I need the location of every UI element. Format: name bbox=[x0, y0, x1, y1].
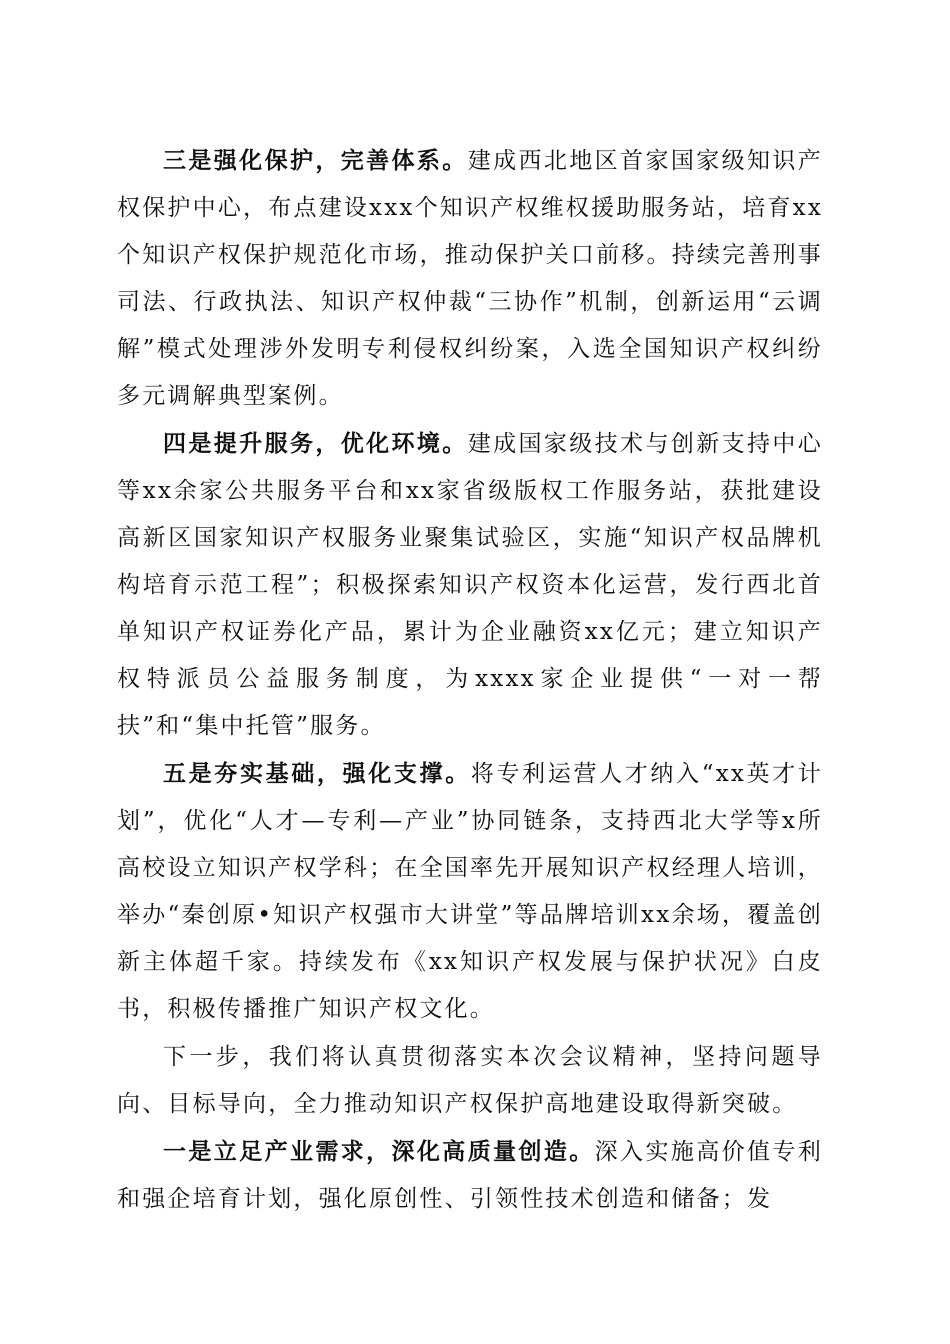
paragraph-text: 建成西北地区首家国家级知识产权保护中心，布点建设xxx个知识产权维权援助服务站，培育xx个知识产权保护规范化市场，推动保护关口前移。持续完善刑事司法、行政执法、知识产权仲裁“三协作”机制，创新运用“云调解”模式处理涉外发明专利侵权纠纷案，入选全国知识产权纠纷多元调解典型案例。 bbox=[117, 148, 823, 409]
paragraph-lead: 三是强化保护，完善体系。 bbox=[163, 147, 468, 174]
paragraph-text: 下一步，我们将认真贯彻落实本次会议精神，坚持问题导向、目标导向，全力推动知识产权保护高地建设取得新突破。 bbox=[117, 1044, 823, 1117]
paragraph-protection bbox=[117, 137, 823, 420]
paragraph-text: 建成国家级技术与创新支持中心等xx余家公共服务平台和xx家省级版权工作服务站，获批建设高新区国家知识产权服务业聚集试验区，实施“知识产权品牌机构培育示范工程”；积极探索知识产权资本化运营，发行西北首单知识产权证券化产品，累计为企业融资xx亿元；建立知识产权特派员公益服务制度，为xxxx家企业提供“一对一帮扶”和“集中托管”服务。 bbox=[117, 431, 823, 739]
document-body bbox=[117, 137, 823, 1223]
paragraph-next-step bbox=[117, 1033, 823, 1128]
paragraph-lead: 一是立足产业需求，深化高质量创造。 bbox=[163, 1138, 595, 1165]
paragraph-service bbox=[117, 420, 823, 750]
paragraph-industry-demand bbox=[117, 1128, 823, 1223]
paragraph-foundation bbox=[117, 750, 823, 1033]
paragraph-lead: 五是夯实基础，强化支撑。 bbox=[163, 760, 471, 787]
paragraph-lead: 四是提升服务，优化环境。 bbox=[163, 430, 468, 457]
paragraph-text: 深入实施高价值专利和强企培育计划，强化原创性、引领性技术创造和储备；发 bbox=[117, 1139, 823, 1212]
paragraph-text: 将专利运营人才纳入“xx英才计划”，优化“人才—专利—产业”协同链条，支持西北大学等x所高校设立知识产权学科；在全国率先开展知识产权经理人培训，举办“秦创原•知识产权强市大讲堂”等品牌培训xx余场，覆盖创新主体超千家。持续发布《xx知识产权发展与保护状况》白皮书，积极传播推广知识产权文化。 bbox=[117, 761, 824, 1022]
